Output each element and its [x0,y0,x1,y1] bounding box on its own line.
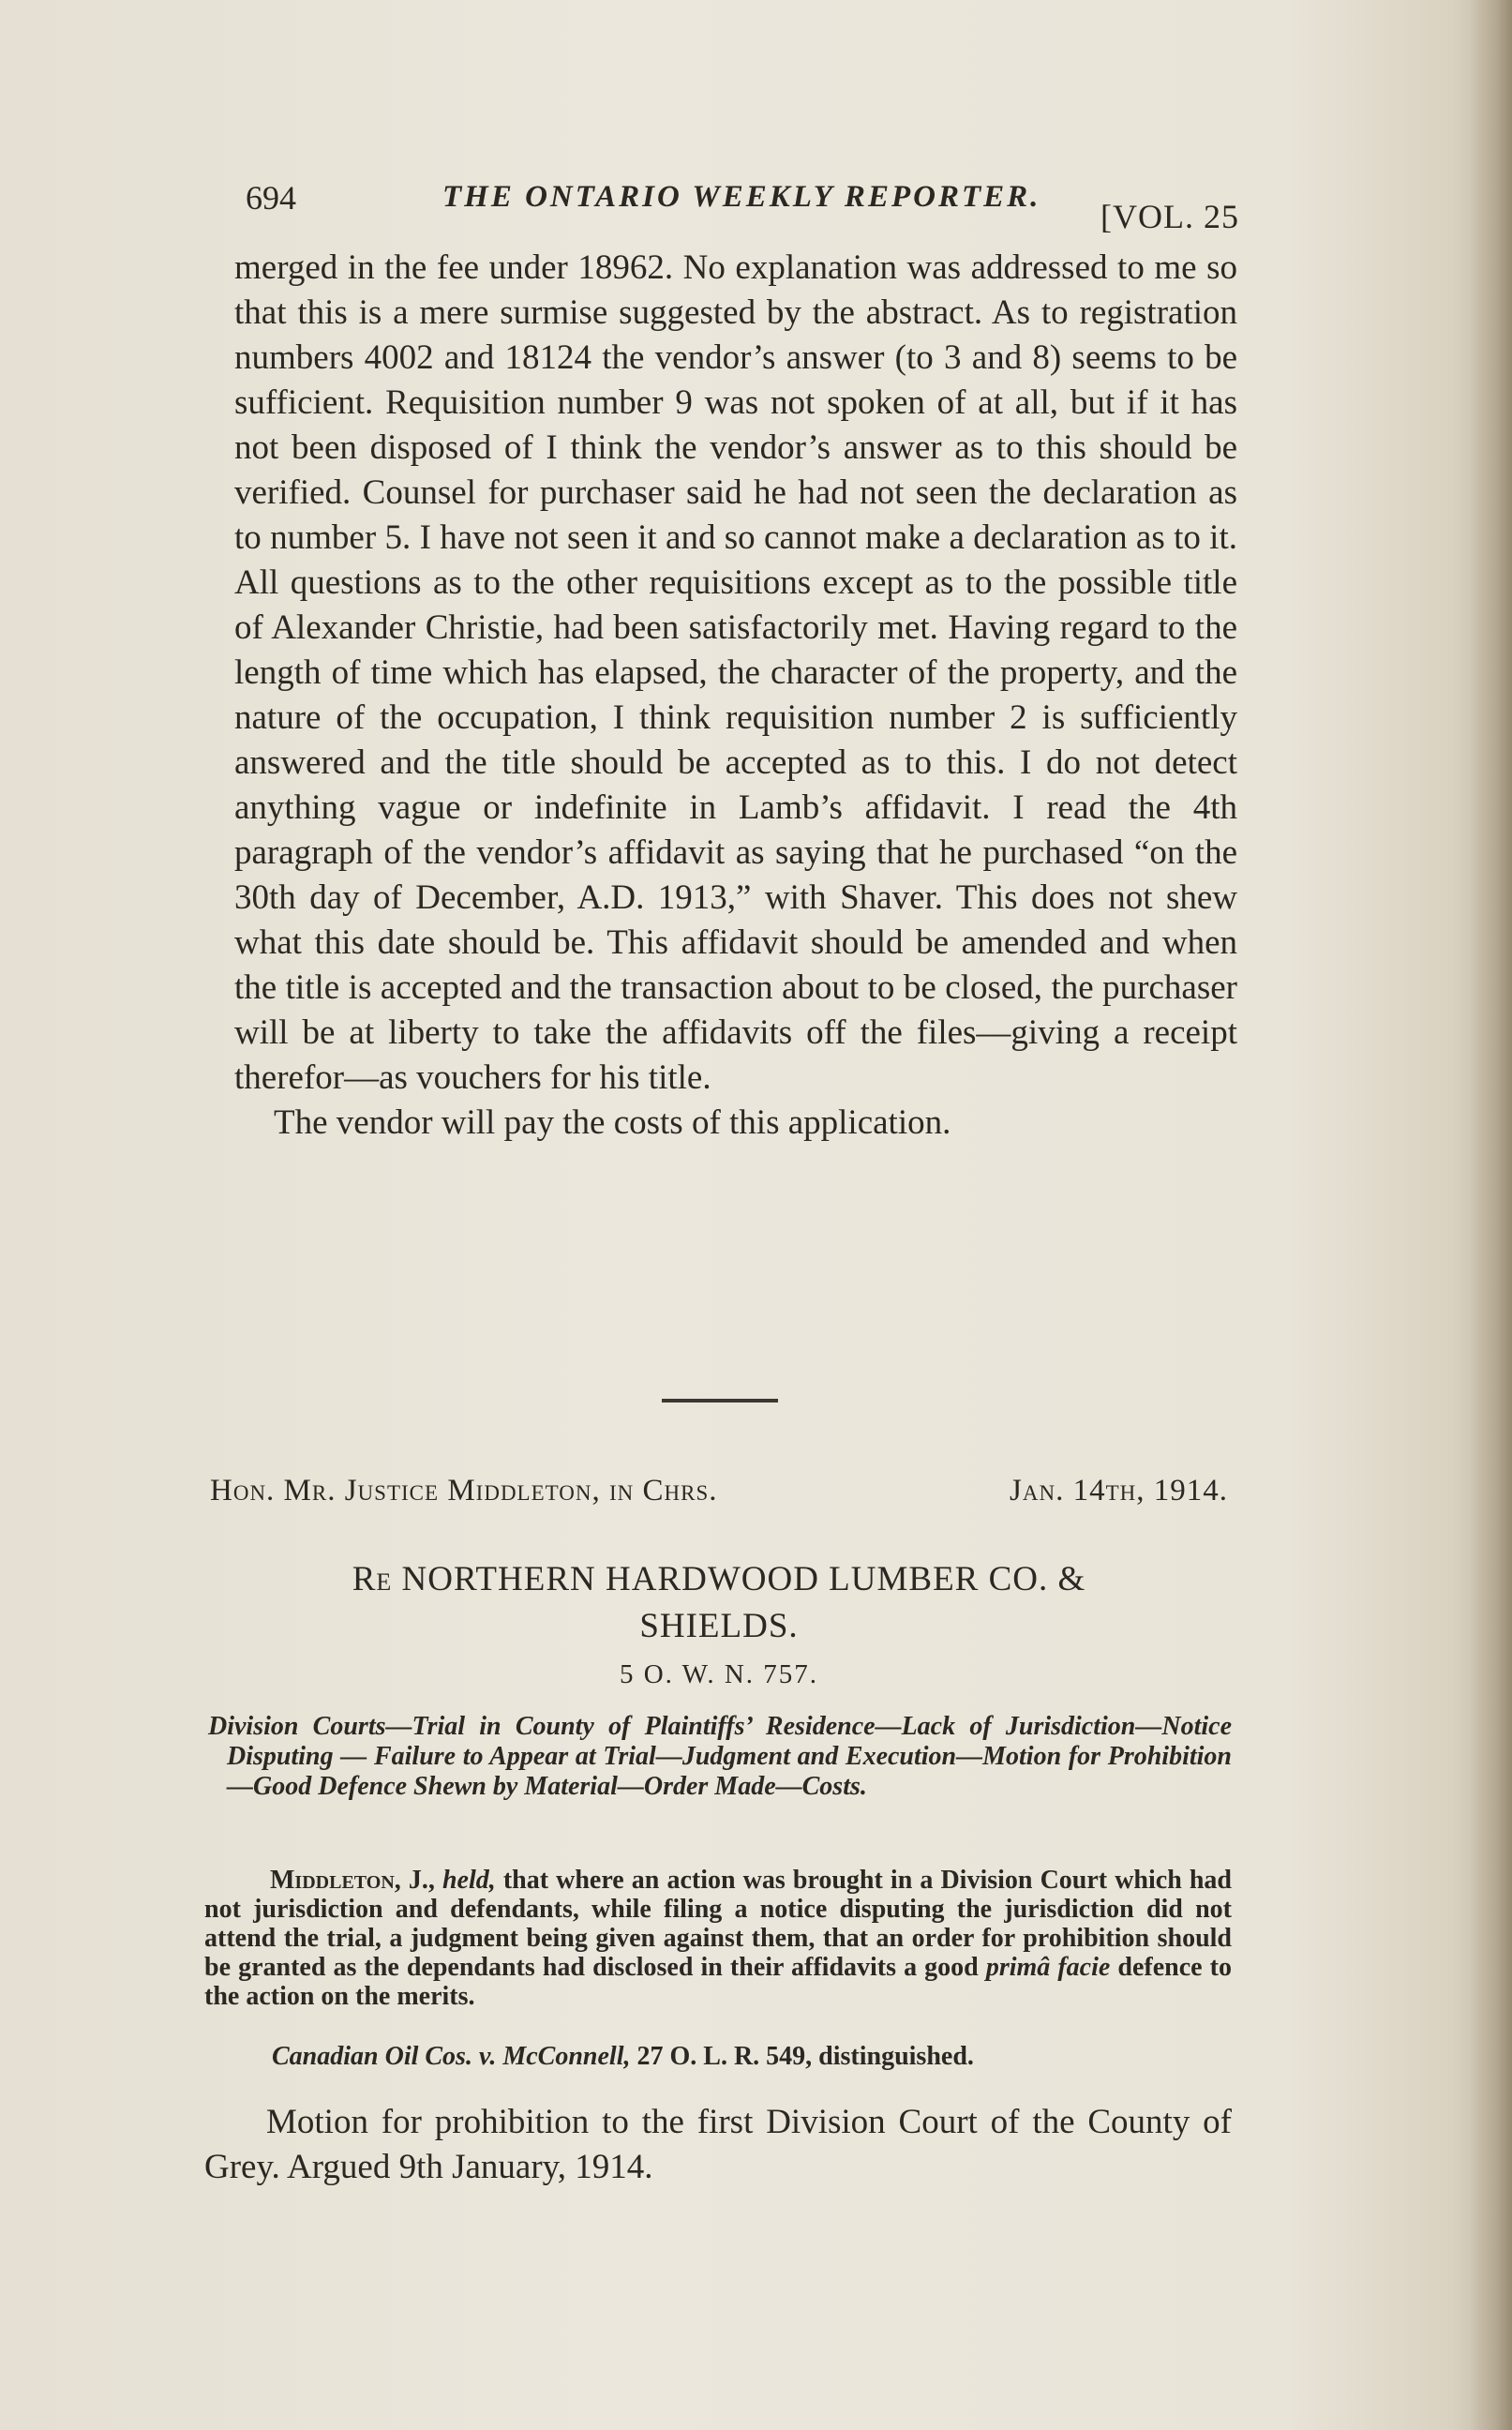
page-number: 694 [246,179,296,217]
case-reference [272,2042,1232,2072]
decision-date: Jan. 14th, 1914. [1010,1474,1228,1508]
headnote: Division Courts—Trial in County of Plaintiffs’ Residence—Lack of Jurisdiction—Notice Disputing — Failure to Appear at Trial—Judgment and Execution—Motion for Prohibition—Good Defence Shewn by Material—Order Made—Costs. [208,1712,1232,1801]
section-divider [662,1399,778,1402]
page-edge-shadow [1469,0,1512,2430]
held-word: held, [442,1866,496,1895]
case-reference-name: Canadian Oil Cos. v. McConnell, [272,2042,631,2071]
page-header [246,178,1239,234]
running-title: THE ONTARIO WEEKLY REPORTER. [442,180,1041,214]
case-title [210,1556,1228,1650]
judge-name: Middleton, J., [270,1866,435,1895]
held-text-end: defence to the action on the merits. [204,1953,1232,2011]
judge-chambers: Hon. Mr. Justice Middleton, in Chrs. [210,1474,718,1508]
held-text: that where an action was brought in a Division Court which had not jurisdiction and defendants, while filing a notice disputing the jurisdiction did not attend the trial, a judgment being given against them, that an order for prohibition should be granted as the dependants had disclosed in their affidavits a good [204,1866,1233,1982]
held-summary [204,1866,1232,2011]
volume-label: [VOL. 25 [1100,198,1239,235]
court-line [210,1474,1228,1521]
case-reference-citation: 27 O. L. R. 549, distinguished. [630,2042,974,2071]
case-citation: 5 O. W. N. 757. [619,1659,819,1689]
held-latin: primâ facie [985,1953,1111,1982]
judgment-text [234,246,1237,1146]
paragraph: merged in the fee under 18962. No explanation was addressed to me so that this is a mere surmise suggested by the abstract. As to registration numbers 4002 and 18124 the vendor’s answer (to 3 and 8) seems to be sufficient. Requisition number 9 was not spoken of at all, but if it has not been disposed of I think the vendor’s answer as to this should be verified. Counsel for purchaser said he had not seen the declaration as to number 5. I have not seen it and so cannot make a declaration as to it. All questions as to the other requisitions except as to the possible title of Alexander Christie, had been satisfactorily met. Having regard to the length of time which has elapsed, the character of the property, and the nature of the occupation, I think requisition number 2 is sufficiently answered and the title should be accepted as to this. I do not detect anything vague or indefinite in Lamb’s affidavit. I read the 4th paragraph of the vendor’s affidavit as saying that he purchased “on the 30th day of December, A.D. 1913,” with Shaver. This does not shew what this date should be. This affidavit should be amended and when the title is accepted and the transaction about to be closed, the purchaser will be at liberty to take the affidavits off the files—giving a receipt therefor—as vouchers for his title. [234,248,1237,1097]
paragraph: The vendor will pay the costs of this application. [274,1103,951,1142]
motion-paragraph: Motion for prohibition to the first Division Court of the County of Grey. Argued 9th January, 1914. [204,2103,1232,2186]
case-title-line: SHIELDS. [639,1607,799,1645]
case-title-line: Re NORTHERN HARDWOOD LUMBER CO. & [352,1560,1086,1598]
